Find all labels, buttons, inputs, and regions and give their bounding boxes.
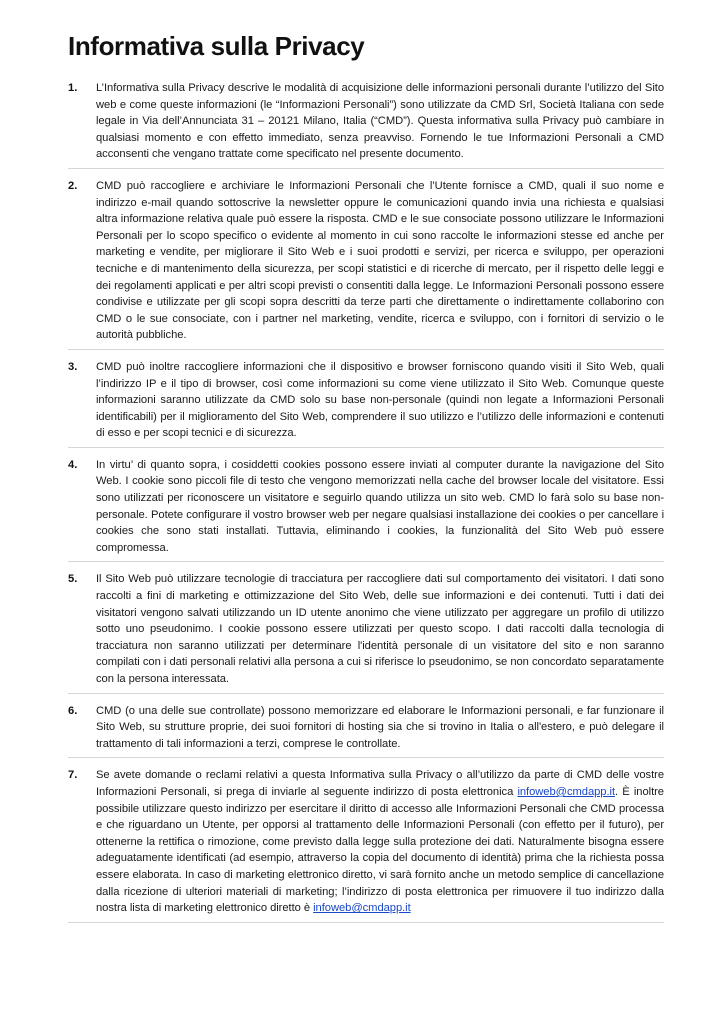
section-4: [68, 457, 664, 563]
section-text: CMD può inoltre raccogliere informazioni che il dispositivo e browser forniscono quando visiti il Sito Web, quali l’indirizzo IP e il tipo di browser, così come informazioni su come viene utilizzato il Sito Web. Comunque queste informazioni saranno utilizzate da CMD solo su base non-personale (quindi non legate a Informazioni Personali identificabili) per il miglioramento del Sito Web, comprendere il suo utilizzo e l’utilizzo delle informazioni e contenuti di esso e per scopi tecnici e di sicurezza.: [96, 360, 664, 440]
section-number: 3.: [68, 360, 78, 373]
section-5: [68, 571, 664, 693]
section-1: [68, 80, 664, 169]
section-number: 2.: [68, 179, 78, 192]
section-6: [68, 703, 664, 759]
section-number: 5.: [68, 573, 78, 586]
section-number: 7.: [68, 769, 78, 782]
section-text: In virtu’ di quanto sopra, i cosiddetti cookies possono essere inviati al computer durante la navigazione del Sito Web. I cookie sono piccoli file di testo che vengono memorizzati nella cache del browser locale del visitatore. Essi sono utilizzati per riconoscere un visitatore e seguirlo quando utilizza un sito web. CMD lo farà solo su base non-personale. Potete configurare il vostro browser web per negare qualsiasi installazione dei cookies o per cancellare i cookies che sono stati installati. Tuttavia, eliminando i cookies, la funzionalità del Sito Web può essere compromessa.: [96, 458, 664, 554]
email-link-unsubscribe[interactable]: infoweb@cmdapp.it: [313, 902, 411, 915]
section-3: [68, 359, 664, 448]
section-text-before-link: Se avete domande o reclami relativi a questa Informativa sulla Privacy o all’utilizzo da parte di CMD delle vostre Informazioni Personali, si prega di inviarle al seguente indirizzo di posta elettronica: [96, 769, 664, 798]
section-text: Il Sito Web può utilizzare tecnologie di tracciatura per raccogliere dati sul comportamento dei visitatori. I dati sono raccolti a fini di marketing e ottimizzazione del Sito Web, delle sue informazioni e dei contenuti. Tutti i dati dei visitatori vengono salvati utilizzando un ID utente anonimo che viene utilizzato per aggregare un profilo di utilizzo sotto uno pseudonimo. I cookie possono essere utilizzati per questo scopo. I dati raccolti dalla tecnologia di tracciatura non saranno utilizzati per determinare l'identità personale di un visitatore del sito e non saranno compilati con i dati personali relativi alla persona a cui si riferisce lo pseudonimo, se non concordato separatamente con la persona interessata.: [96, 573, 664, 685]
section-text: [96, 767, 664, 916]
section-7: [68, 767, 664, 922]
section-number: 1.: [68, 82, 78, 94]
section-text: L’Informativa sulla Privacy descrive le modalità di acquisizione delle informazioni personali durante l’utilizzo del Sito web e come queste informazioni (le “Informazioni Personali”) sono utilizzate da CMD Srl, Società Italiana con sede legale in Via dell’Annunciata 31 – 20121 Milano, Italia (“CMD”). Questa informativa sulla Privacy può cambiare in qualsiasi momento e con effetto immediato, senza preavviso. Fornendo le tue Informazioni Personali a CMD acconsenti che vengano trattate come specificato nel presente documento.: [96, 82, 664, 161]
section-2: [68, 178, 664, 350]
section-text-middle: . È inoltre possibile utilizzare questo indirizzo per esercitare il diritto di accesso alle Informazioni Personali che CMD processa e che riguardano un Utente, per opporsi al trattamento delle Informazioni Personali (con effetto per il futuro), per ottenerne la rettifica o rimozione, come previsto dalla legge sulla protezione dei dati. Naturalmente bisogna essere adeguatamente identificati (ad esempio, attraverso la copia del documento di identità) prima che la richiesta possa essere elaborata. In caso di marketing elettronico diretto, vi sarà fornito anche un metodo semplice di cancellazione dalla ricezione di ulteriori materiali di marketing; l’indirizzo di posta elettronica per rimuovere il tuo indirizzo dalla nostra lista di marketing elettronico diretto è: [96, 785, 664, 915]
page-title: Informativa sulla Privacy: [68, 31, 365, 61]
section-text: CMD (o una delle sue controllate) possono memorizzare ed elaborare le Informazioni personali, e far funzionare il Sito Web, su strutture proprie, dei suoi fornitori di hosting sia che si trovino in Italia o all'estero, e può delegare il trattamento di tali informazioni a terzi, comprese le controllate.: [96, 704, 664, 750]
section-list: [68, 80, 664, 932]
section-number: 6.: [68, 704, 78, 717]
email-link[interactable]: infoweb@cmdapp.it: [517, 785, 616, 798]
section-number: 4.: [68, 458, 78, 471]
section-text: CMD può raccogliere e archiviare le Informazioni Personali che l’Utente fornisce a CMD, quali il suo nome e indirizzo e-mail quando sottoscrive la newsletter oppure le comunicazioni quando invia una richiesta e qualsiasi altra informazione relativa quale può essere la risposta. CMD e le sue consociate possono utilizzare le Informazioni Personali per lo scopo specifico o evidente al momento in cui sono raccolte le informazioni stesse ed anche per marketing e vendite, per migliorare il Sito Web e i suoi prodotti e servizi, per ricerca e sviluppo, per operazioni tecniche e di mantenimento della sicurezza, per scopi statistici e di ricerche di mercato, per il rispetto delle leggi e dei regolamenti applicati e per altri scopi previsti o consentiti dalla legge. Le Informazioni Personali possono essere condivise e utilizzate per gli scopi sopra descritti da terze parti che direttamente o indirettamente collaborino con CMD o le sue consociate, con i partner nel marketing, vendite, ricerca e sviluppo, con i fornitori di servizio o le autorità pubbliche.: [96, 179, 664, 342]
